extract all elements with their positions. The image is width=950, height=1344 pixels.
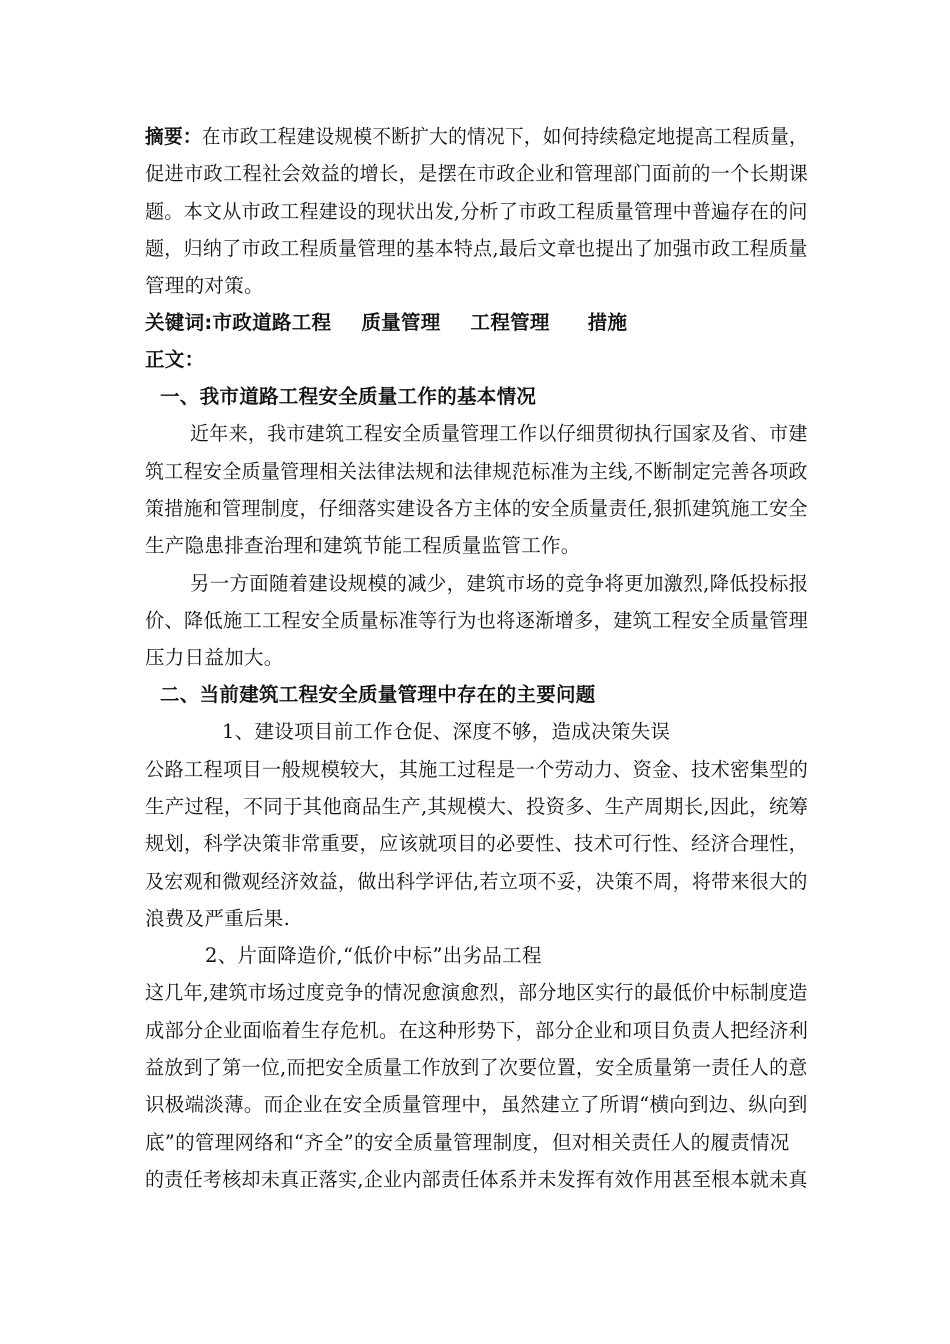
abstract-label: 摘要： (145, 125, 202, 148)
section1-para1-line-4: 生产隐患排查治理和建筑节能工程质量监管工作。 (145, 534, 581, 557)
section2-sub1-line-2: 生产过程，不同于其他商品生产,其规模大、投资多、生产周期长,因此，统筹 (145, 795, 809, 818)
section1-para1-line-1: 近年来，我市建筑工程安全质量管理工作以仔细贯彻执行国家及省、市建 (190, 422, 808, 445)
section2-sub1-line-3: 规划，科学决策非常重要，应该就项目的必要性、技术可行性、经济合理性， (145, 832, 809, 855)
section2-sub2-title: 2、片面降造价,“低价中标”出劣品工程 (205, 944, 542, 967)
section2-sub1-line-1: 公路工程项目一般规模较大，其施工过程是一个劳动力、资金、技术密集型的 (145, 758, 809, 781)
keyword-3: 工程管理 (470, 311, 550, 334)
section2-sub1-title: 1、建设项目前工作仓促、深度不够，造成决策失误 (222, 720, 671, 743)
section2-sub2-line-2: 成部分企业面临着生存危机。在这种形势下，部分企业和项目负责人把经济利 (145, 1019, 809, 1042)
section1-para2-line-1: 另一方面随着建设规模的减少，建筑市场的竞争将更加激烈,降低投标报 (190, 572, 809, 595)
section1-para1-line-3: 策措施和管理制度，仔细落实建设各方主体的安全质量责任,狠抓建筑施工安全 (145, 497, 808, 520)
section2-sub1-line-4: 及宏观和微观经济效益，做出科学评估,若立项不妥，决策不周，将带来很大的 (145, 870, 808, 893)
section1-para2-line-3: 压力日益加大。 (145, 646, 284, 669)
abstract-line-5: 管理的对策。 (145, 274, 264, 297)
body-label: 正文： (145, 348, 205, 371)
section1-para2-line-2: 价、降低施工工程安全质量标准等行为也将逐渐增多，建筑工程安全质量管理 (145, 609, 809, 632)
section2-sub1-line-5: 浪费及严重后果. (145, 907, 291, 930)
section2-sub2-line-3: 益放到了第一位,而把安全质量工作放到了次要位置，安全质量第一责任人的意 (145, 1056, 808, 1079)
keyword-1: 市政道路工程 (212, 311, 332, 334)
abstract-text-1: 在市政工程建设规模不断扩大的情况下，如何持续稳定地提高工程质量， (201, 125, 809, 148)
keyword-4: 措施 (587, 311, 628, 334)
section2-sub2-line-4: 识极端淡薄。而企业在安全质量管理中，虽然建立了所谓“横向到边、纵向到 (145, 1093, 808, 1116)
keywords-line (145, 311, 627, 335)
keywords-label: 关键词: (145, 311, 213, 334)
abstract-line-2: 促进市政工程社会效益的增长，是摆在市政企业和管理部门面前的一个长期课 (145, 162, 809, 185)
abstract-line-1 (145, 125, 808, 149)
section2-heading: 二、当前建筑工程安全质量管理中存在的主要问题 (160, 683, 596, 706)
section1-para1-line-2: 筑工程安全质量管理相关法律法规和法律规范标准为主线,不断制定完善各项政 (145, 460, 808, 483)
keyword-2: 质量管理 (361, 311, 441, 334)
abstract-line-4: 题，归纳了市政工程质量管理的基本特点,最后文章也提出了加强市政工程质量 (145, 237, 808, 260)
section1-heading: 一、我市道路工程安全质量工作的基本情况 (160, 385, 537, 408)
section2-sub2-line-6: 的责任考核却未真正落实,企业内部责任体系并未发挥有效作用甚至根本就未真 (145, 1168, 808, 1191)
section2-sub2-line-5: 底”的管理网络和“齐全”的安全质量管理制度，但对相关责任人的履责情况 (145, 1131, 790, 1154)
section2-sub2-line-1: 这几年,建筑市场过度竞争的情况愈演愈烈，部分地区实行的最低价中标制度造 (145, 981, 808, 1004)
abstract-line-3: 题。本文从市政工程建设的现状出发,分析了市政工程质量管理中普遍存在的问 (145, 200, 808, 223)
